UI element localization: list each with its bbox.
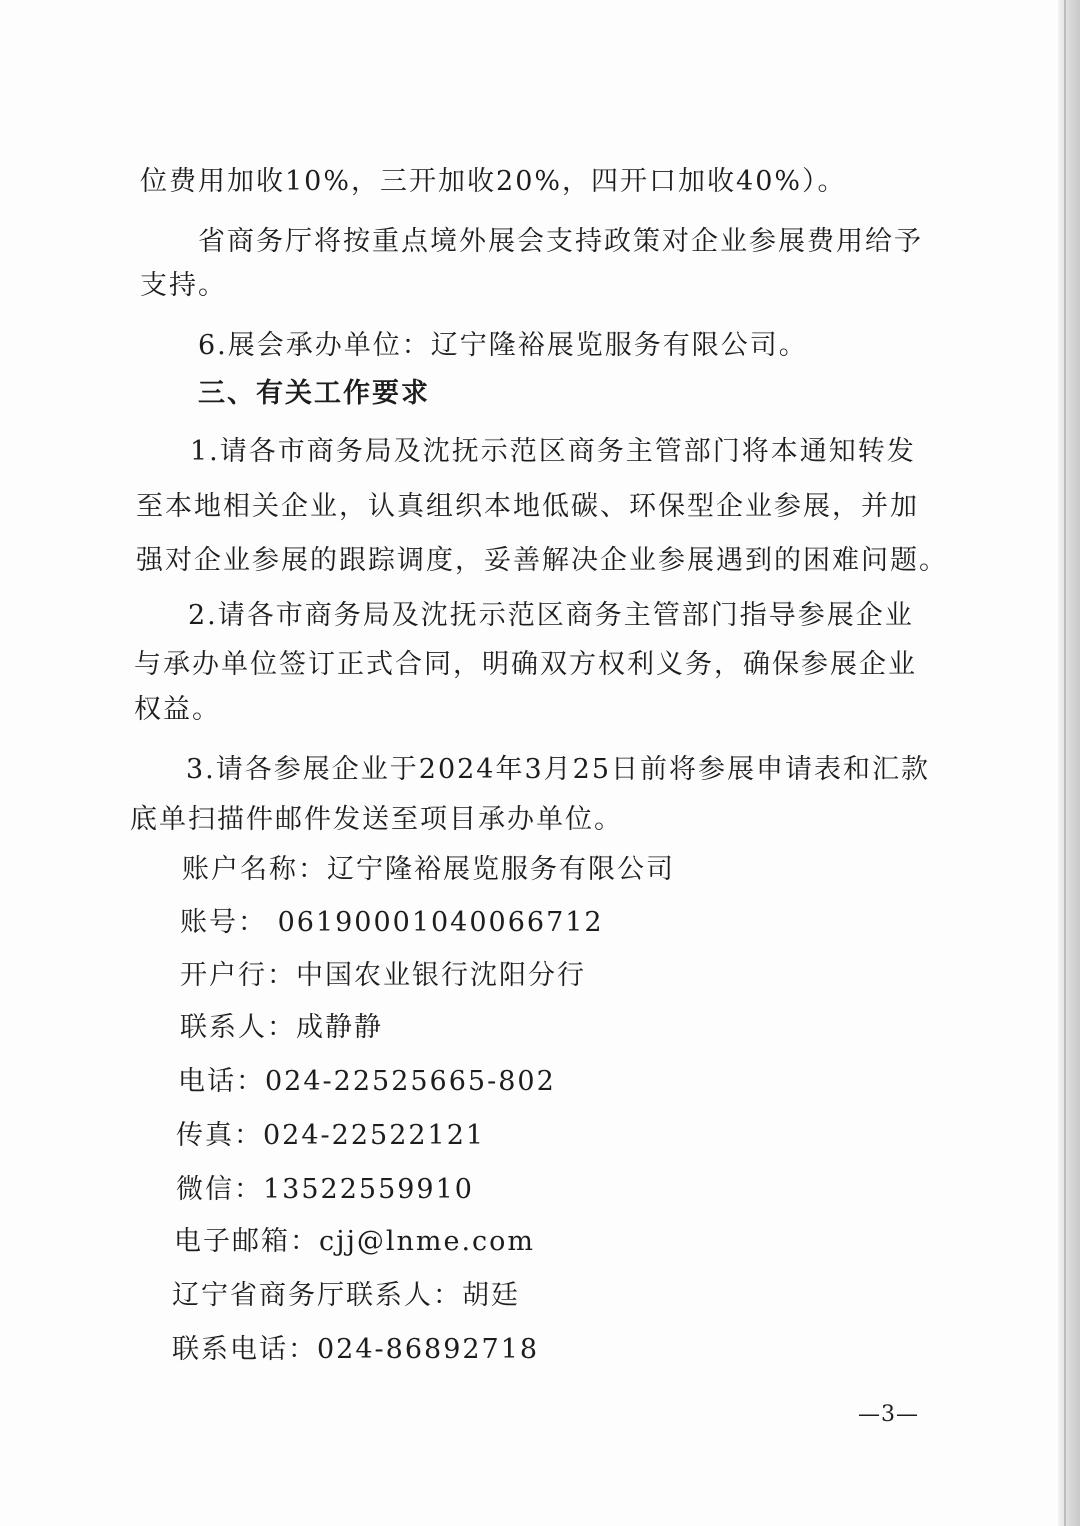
section-heading-requirements: 三、有关工作要求: [198, 378, 430, 409]
text-line-support: 支持。: [140, 270, 227, 301]
text-line-item2-a: 2.请各市商务局及沈抚示范区商务主管部门指导参展企业: [188, 600, 914, 631]
text-line-item3-a: 3.请各参展企业于2024年3月25日前将参展申请表和汇款: [186, 754, 931, 785]
department-contact: 辽宁省商务厅联系人：胡廷: [172, 1280, 520, 1311]
contact-fax: 传真：024-22522121: [176, 1120, 486, 1151]
account-name: 账户名称：辽宁隆裕展览服务有限公司: [182, 854, 675, 885]
text-line-organizer: 6.展会承办单位：辽宁隆裕展览服务有限公司。: [198, 330, 808, 361]
bank-name: 开户行：中国农业银行沈阳分行: [180, 960, 586, 991]
scan-edge-shadow: [1058, 0, 1080, 1526]
text-line-item2-c: 权益。: [134, 694, 221, 725]
contact-email: 电子邮箱：cjj@lnme.com: [174, 1226, 536, 1257]
text-line-support-policy: 省商务厅将按重点境外展会支持政策对企业参展费用给予: [198, 226, 923, 257]
contact-person: 联系人：成静静: [180, 1012, 383, 1043]
text-line-item1-b: 至本地相关企业，认真组织本地低碳、环保型企业参展，并加: [136, 491, 919, 522]
scan-edge-line: [1064, 0, 1066, 1526]
text-line-continuation: 位费用加收10%，三开加收20%，四开口加收40%）。: [140, 166, 847, 197]
text-line-item1-c: 强对企业参展的跟踪调度，妥善解决企业参展遇到的困难问题。: [136, 545, 948, 576]
page-number: —3—: [858, 1402, 919, 1427]
text-line-item2-b: 与承办单位签订正式合同，明确双方权利义务，确保参展企业: [134, 649, 917, 680]
contact-wechat: 微信：13522559910: [176, 1174, 474, 1205]
contact-phone: 电话：024-22525665-802: [178, 1066, 556, 1097]
text-line-item1-a: 1.请各市商务局及沈抚示范区商务主管部门将本通知转发: [190, 436, 916, 467]
account-number: 账号： 06190001040066712: [180, 907, 604, 938]
department-phone: 联系电话：024-86892718: [172, 1334, 540, 1365]
text-line-item3-b: 底单扫描件邮件发送至项目承办单位。: [130, 804, 623, 835]
